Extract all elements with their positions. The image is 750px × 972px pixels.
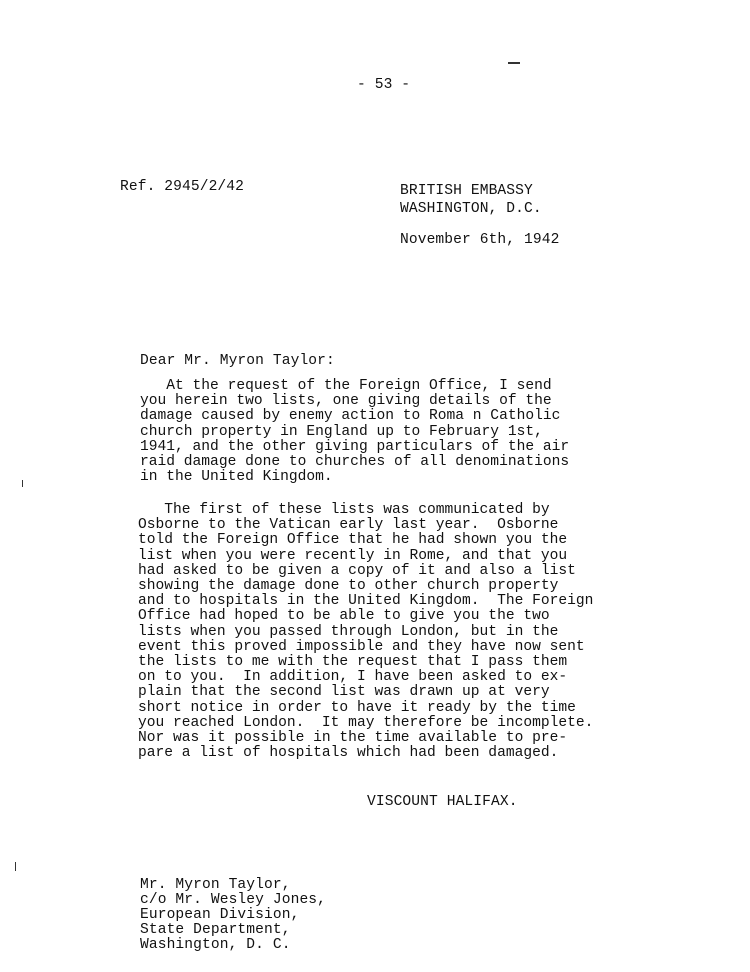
address-line: Mr. Myron Taylor, — [140, 877, 291, 893]
paragraph-2: The first of these lists was communicated by Osborne to the Vatican early last year. Osborne told the Foreign Office that he had shown you the list when you were recently in Rome, and that you had asked to be given a copy of it and also a list showing the damage done to other church property and to hospitals in the United Kingdom. The Foreign Office had hoped to be able to give you the two lists when you passed through London, but in the event this proved impossible and they have now sent the lists to me with the request that I pass them on to you. In addition, I have been asked to ex- plain that the second list was drawn up at very short notice in order to have it ready by the time you reached London. It may therefore be incomplete. Nor was it possible in the time available to pre- pare a list of hospitals which had been damaged. — [138, 502, 594, 762]
address-line: c/o Mr. Wesley Jones, — [140, 892, 327, 908]
margin-mark — [22, 480, 23, 487]
margin-mark — [15, 862, 16, 871]
sender-line-2: WASHINGTON, D.C. — [400, 201, 542, 217]
recipient-address — [140, 878, 326, 953]
address-line: State Department, — [140, 922, 291, 938]
paragraph-1: At the request of the Foreign Office, I send you herein two lists, one giving details of the damage caused by enemy action to Roma n Catholic church property in England up to February 1st, 1941, and the other giving particulars of the air raid damage done to churches of all denominations in the United Kingdom. — [140, 378, 570, 486]
ink-mark — [508, 62, 520, 64]
salutation: Dear Mr. Myron Taylor: — [140, 353, 335, 369]
page-number: - 53 - — [357, 77, 411, 93]
address-line: European Division, — [140, 907, 300, 923]
address-line: Washington, D. C. — [140, 937, 291, 953]
reference-number: Ref. 2945/2/42 — [120, 179, 245, 195]
letter-date: November 6th, 1942 — [400, 232, 560, 248]
signature: VISCOUNT HALIFAX. — [367, 794, 518, 810]
sender-line-1: BRITISH EMBASSY — [400, 183, 533, 199]
